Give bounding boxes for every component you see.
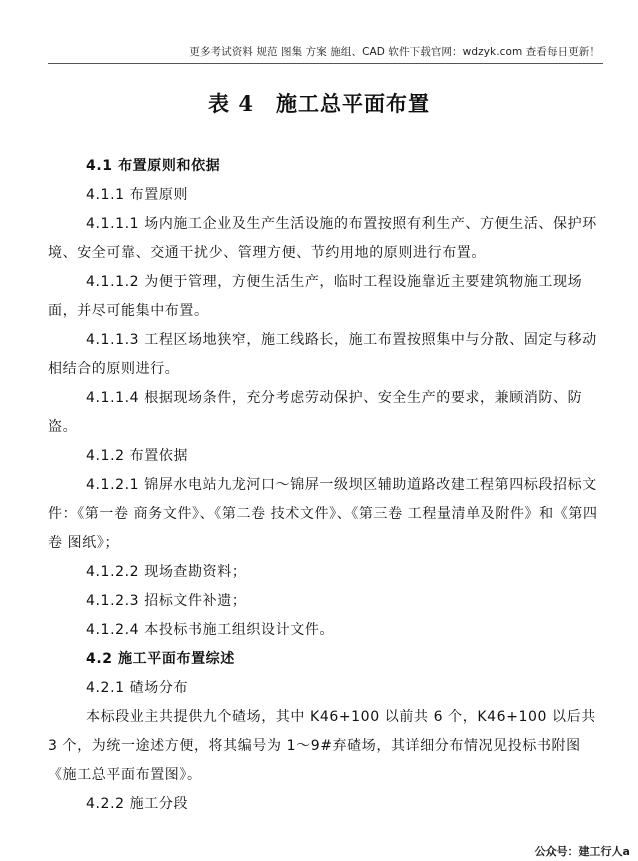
section-heading: 4.1 布置原则和依据 (86, 158, 221, 174)
header-divider (48, 63, 603, 64)
paragraph: 4.1.2.3 招标文件补遗； (86, 593, 247, 609)
paragraph: 4.1.1.1 场内施工企业及生产生活设施的布置按照有利生产、方便生活、保护环境、安全可靠、交通干扰少、管理方便、节约用地的原则进行布置。 (48, 216, 597, 261)
paragraph: 4.2.2 施工分段 (86, 796, 189, 812)
paragraph: 4.1.2 布置依据 (86, 448, 189, 464)
paragraph: 4.2.1 碴场分布 (86, 680, 189, 696)
paragraph: 4.1.2.4 本投标书施工组织设计文件。 (86, 622, 335, 638)
paragraph: 本标段业主共提供九个碴场，其中 K46+100 以前共 6 个，K46+100 以后共 3 个，为统一途述方便，将其编号为 1～9#弃碴场，其详细分布情况见投标书附图《施工总平面布置图》。 (48, 709, 596, 783)
section-heading: 4.2 施工平面布置综述 (86, 651, 235, 667)
paragraph: 4.1.1 布置原则 (86, 187, 189, 203)
paragraph: 4.1.2.1 锦屏水电站九龙河口～锦屏一级坝区辅助道路改建工程第四标段招标文件：《第一卷 商务文件》、《第二卷 技术文件》、《第三卷 工程量清单及附件》和《第四卷 图纸》； (48, 477, 598, 551)
paragraph: 4.1.2.2 现场查勘资料； (86, 564, 247, 580)
page-title: 表 4 施工总平面布置 (208, 91, 430, 116)
header-banner: 更多考试资料 规范 图集 方案 施组、CAD 软件下载官网：wdzyk.com 查看每日更新！ (189, 46, 600, 58)
paragraph: 4.1.1.4 根据现场条件，充分考虑劳动保护、安全生产的要求，兼顾消防、防盗。 (48, 390, 583, 435)
document-body (48, 152, 604, 819)
paragraph: 4.1.1.2 为便于管理，方便生活生产，临时工程设施靠近主要建筑物施工现场面，并尽可能集中布置。 (48, 274, 583, 319)
watermark: 公众号：建工行人a (534, 845, 630, 858)
paragraph: 4.1.1.3 工程区场地狭窄，施工线路长，施工布置按照集中与分散、固定与移动相结合的原则进行。 (48, 332, 597, 377)
